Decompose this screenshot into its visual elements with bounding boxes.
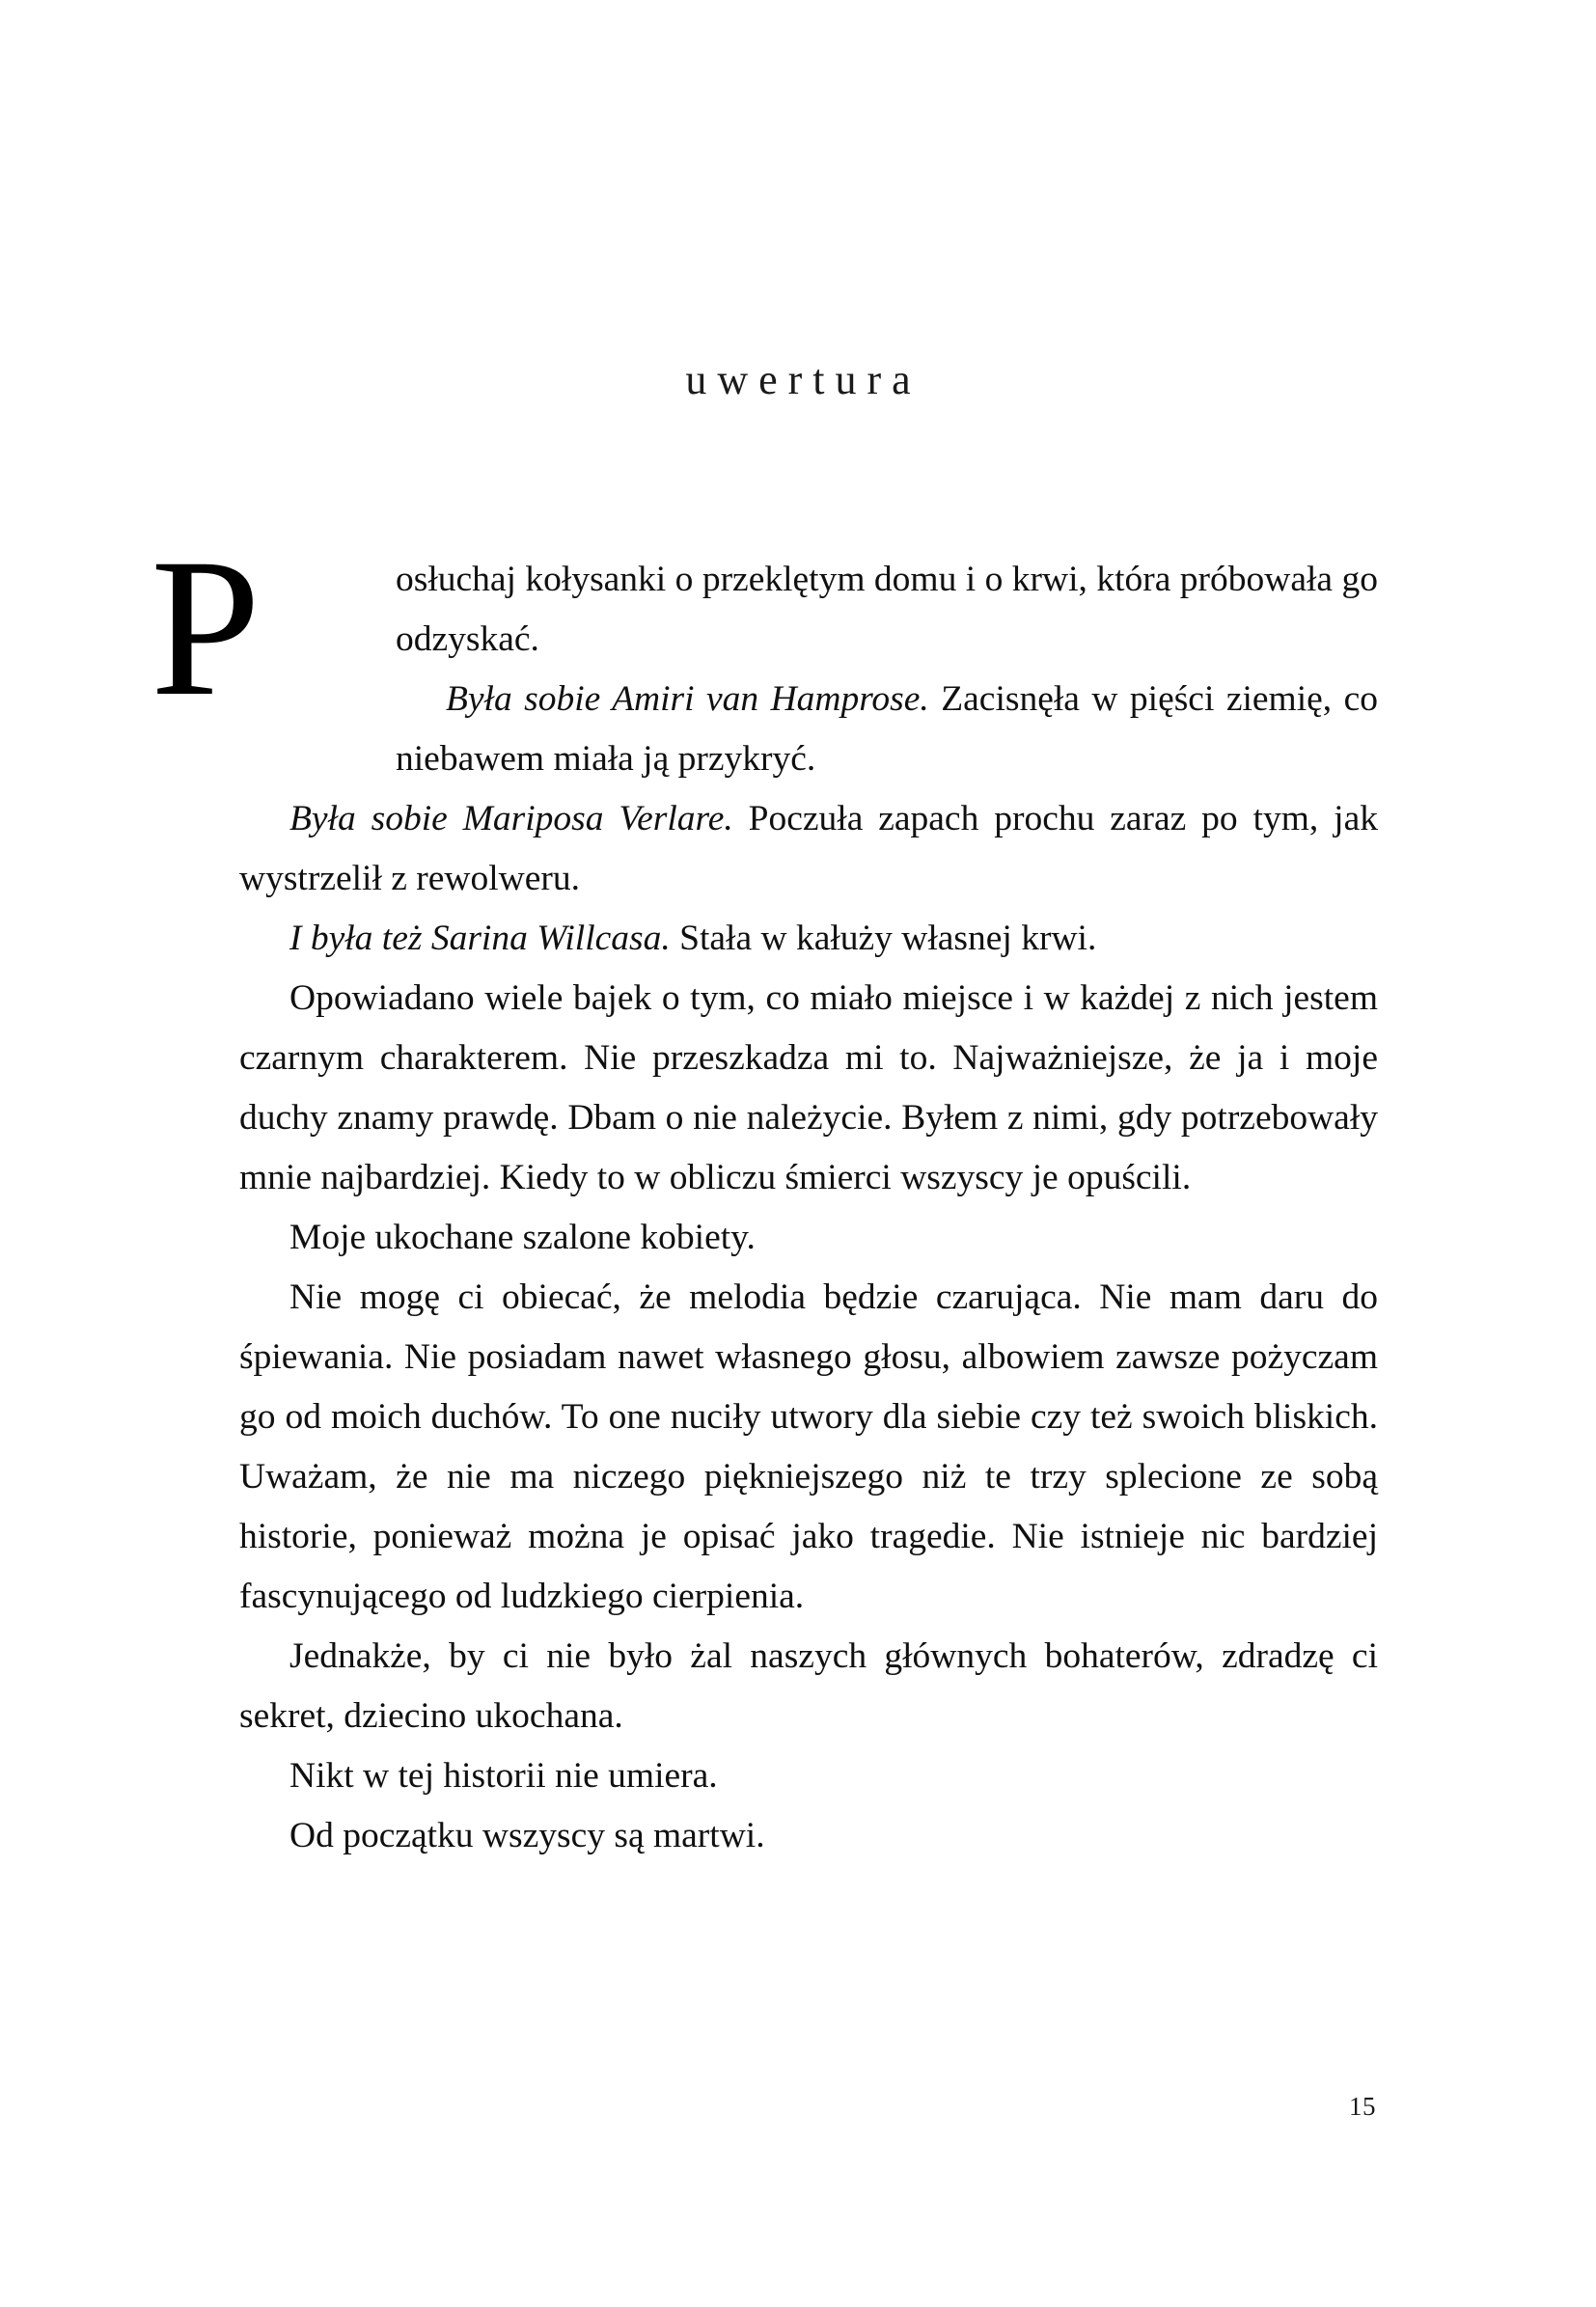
body-text [151, 518, 1378, 1866]
paragraph-text: Nie mogę ci obiecać, że melodia będzie czarująca. Nie mam daru do śpiewania. Nie posiadam nawet własnego głosu, albowiem zawsze pożyczam go od moich duchów. To one nuciły utwory dla siebie czy też swoich bliskich. Uważam, że nie ma niczego piękniejszego niż te trzy splecione ze sobą historie, ponieważ można je opisać jako tragedie. Nie istnieje nic bardziej fascynującego od ludzkiego cierpienia. [239, 1277, 1378, 1616]
paragraph-text: Opowiadano wiele bajek o tym, co miało miejsce i w każdej z nich jestem czarnym charakterem. Nie przeszkadza mi to. Najważniejsze, że ja i moje duchy znamy prawdę. Dbam o nie należycie. Byłem z nimi, gdy potrzebowały mnie najbardziej. Kiedy to w obliczu śmierci wszyscy je opuścili. [239, 978, 1378, 1197]
body-paragraph [239, 1627, 1378, 1746]
paragraph-text: Zacisnęła w pięści ziemię, co niebawem miała ją przykryć. [396, 679, 1378, 779]
body-paragraph [239, 909, 1378, 969]
paragraph-text: Moje ukochane szalone kobiety. [289, 1218, 756, 1257]
body-paragraph [239, 550, 1378, 670]
emphasis-text: I była też Sarina Willcasa. [289, 919, 671, 958]
page-number: 15 [1349, 2092, 1376, 2121]
body-paragraph [239, 789, 1378, 909]
paragraph-list [239, 550, 1378, 1866]
body-paragraph [239, 1806, 1378, 1866]
chapter-title: uwertura [685, 356, 922, 403]
paragraph-text: Jednakże, by ci nie było żal naszych głównych bohaterów, zdradzę ci sekret, dziecino ukochana. [239, 1636, 1378, 1736]
paragraph-text: osłuchaj kołysanki o przeklętym domu i o krwi, która próbowała go odzyskać. [396, 560, 1378, 659]
body-paragraph [239, 1208, 1378, 1268]
paragraph-text: Stała w kałuży własnej krwi. [670, 919, 1097, 958]
body-paragraph [239, 1268, 1378, 1627]
paragraph-text: Od początku wszyscy są martwi. [289, 1816, 765, 1855]
emphasis-text: Była sobie Amiri van Hamprose. [446, 679, 929, 719]
paragraph-text: Nikt w tej historii nie umiera. [289, 1756, 718, 1796]
body-paragraph [239, 1746, 1378, 1806]
drop-cap-letter: P [151, 518, 261, 737]
body-paragraph [239, 969, 1378, 1208]
emphasis-text: Była sobie Mariposa Verlare. [289, 799, 733, 838]
body-paragraph [239, 670, 1378, 789]
paragraph-text: Poczuła zapach prochu zaraz po tym, jak wystrzelił z rewolweru. [239, 799, 1378, 898]
